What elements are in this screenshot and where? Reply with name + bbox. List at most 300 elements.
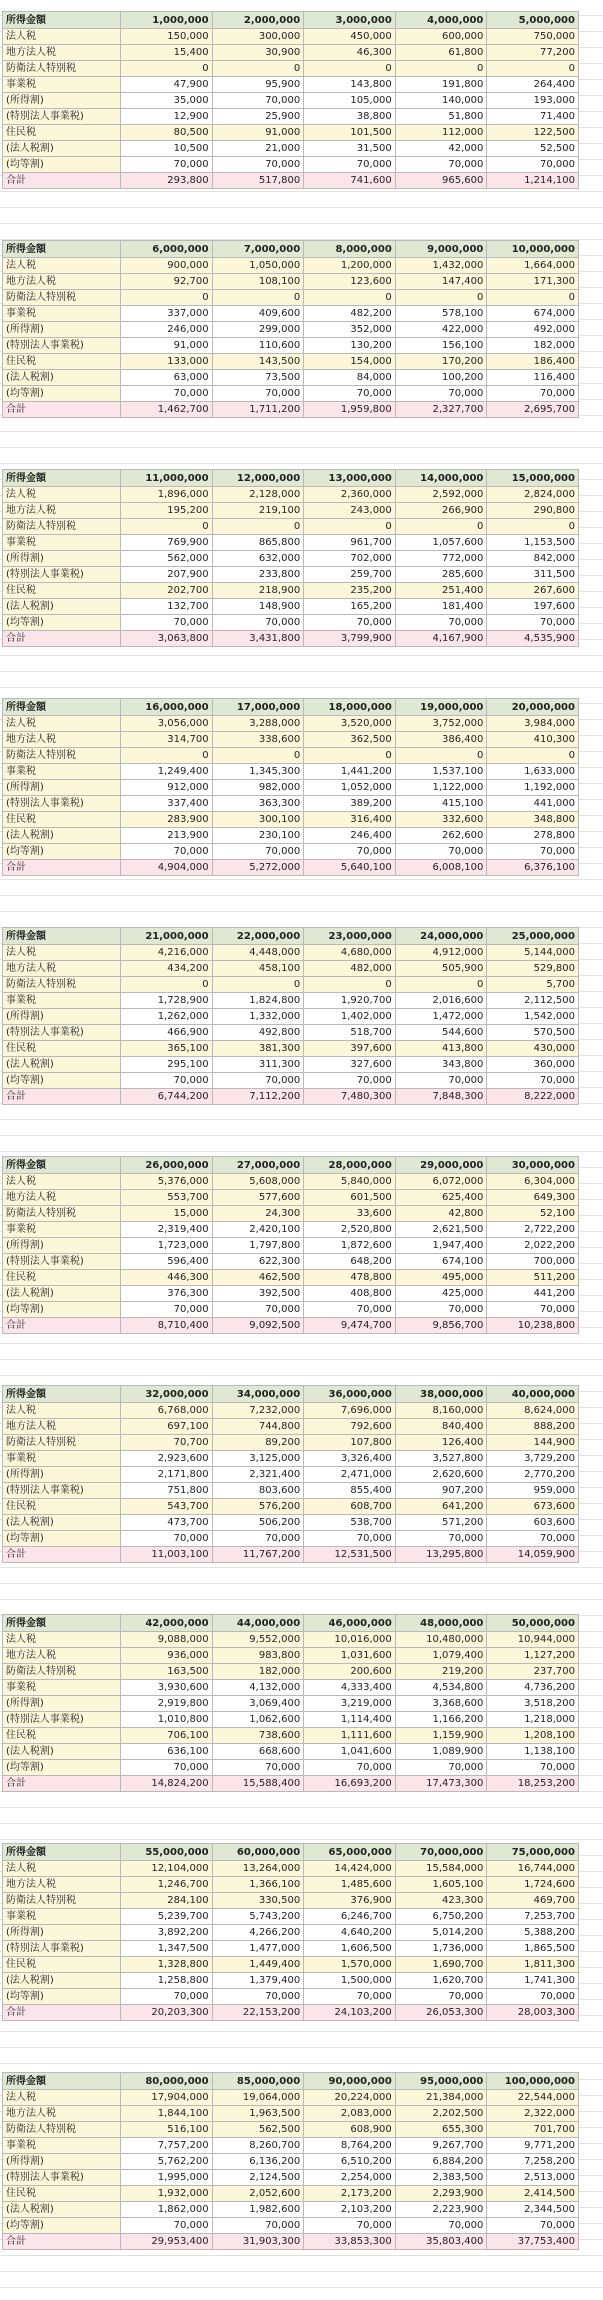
income-amount-cell[interactable]: 14,000,000 <box>395 470 487 487</box>
tax-amount-cell[interactable]: 625,400 <box>395 1190 487 1206</box>
tax-amount-cell[interactable]: 70,000 <box>121 386 213 402</box>
total-label[interactable]: 合計 <box>3 402 121 418</box>
income-amount-cell[interactable]: 8,000,000 <box>304 241 396 258</box>
tax-amount-cell[interactable]: 2,513,000 <box>487 2170 579 2186</box>
tax-amount-cell[interactable]: 511,200 <box>487 1270 579 1286</box>
tax-row-label[interactable]: 防衛法人特別税 <box>3 1206 121 1222</box>
tax-amount-cell[interactable]: 219,100 <box>212 503 304 519</box>
income-amount-cell[interactable]: 15,000,000 <box>487 470 579 487</box>
total-amount-cell[interactable]: 1,462,700 <box>121 402 213 418</box>
tax-amount-cell[interactable]: 376,900 <box>304 1893 396 1909</box>
tax-amount-cell[interactable]: 182,000 <box>212 1664 304 1680</box>
tax-amount-cell[interactable]: 70,000 <box>487 1302 579 1318</box>
tax-amount-cell[interactable]: 4,132,000 <box>212 1680 304 1696</box>
tax-row-label[interactable]: 住民税 <box>3 1728 121 1744</box>
tax-amount-cell[interactable]: 1,862,000 <box>121 2202 213 2218</box>
tax-amount-cell[interactable]: 237,700 <box>487 1664 579 1680</box>
tax-amount-cell[interactable]: 1,920,700 <box>304 993 396 1009</box>
income-amount-cell[interactable]: 36,000,000 <box>304 1386 396 1403</box>
tax-row-label[interactable]: 法人税 <box>3 1632 121 1648</box>
tax-amount-cell[interactable]: 2,173,200 <box>304 2186 396 2202</box>
income-amount-cell[interactable]: 13,000,000 <box>304 470 396 487</box>
tax-amount-cell[interactable]: 632,000 <box>212 551 304 567</box>
tax-amount-cell[interactable]: 70,000 <box>487 1531 579 1547</box>
tax-amount-cell[interactable]: 316,400 <box>304 812 396 828</box>
total-amount-cell[interactable]: 7,112,200 <box>212 1089 304 1105</box>
tax-amount-cell[interactable]: 195,200 <box>121 503 213 519</box>
tax-row-label[interactable]: (均等割) <box>3 615 121 631</box>
tax-amount-cell[interactable]: 1,664,000 <box>487 258 579 274</box>
total-amount-cell[interactable]: 12,531,500 <box>304 1547 396 1563</box>
tax-amount-cell[interactable]: 4,680,000 <box>304 945 396 961</box>
tax-amount-cell[interactable]: 482,000 <box>304 961 396 977</box>
tax-amount-cell[interactable]: 1,122,000 <box>395 780 487 796</box>
tax-amount-cell[interactable]: 1,041,600 <box>304 1744 396 1760</box>
tax-amount-cell[interactable]: 3,125,000 <box>212 1451 304 1467</box>
tax-amount-cell[interactable]: 982,000 <box>212 780 304 796</box>
tax-row-label[interactable]: 防衛法人特別税 <box>3 2122 121 2138</box>
tax-amount-cell[interactable]: 25,900 <box>212 109 304 125</box>
tax-row-label[interactable]: 事業税 <box>3 2138 121 2154</box>
tax-amount-cell[interactable]: 505,900 <box>395 961 487 977</box>
tax-amount-cell[interactable]: 2,124,500 <box>212 2170 304 2186</box>
income-header-label[interactable]: 所得金額 <box>3 1615 121 1632</box>
tax-amount-cell[interactable]: 700,000 <box>487 1254 579 1270</box>
tax-amount-cell[interactable]: 1,138,100 <box>487 1744 579 1760</box>
tax-amount-cell[interactable]: 70,000 <box>487 615 579 631</box>
income-amount-cell[interactable]: 70,000,000 <box>395 1844 487 1861</box>
tax-amount-cell[interactable]: 7,696,000 <box>304 1403 396 1419</box>
tax-amount-cell[interactable]: 70,000 <box>212 615 304 631</box>
tax-amount-cell[interactable]: 13,264,000 <box>212 1861 304 1877</box>
tax-row-label[interactable]: (均等割) <box>3 844 121 860</box>
tax-amount-cell[interactable]: 89,200 <box>212 1435 304 1451</box>
total-amount-cell[interactable]: 11,767,200 <box>212 1547 304 1563</box>
total-amount-cell[interactable]: 9,856,700 <box>395 1318 487 1334</box>
total-amount-cell[interactable]: 9,474,700 <box>304 1318 396 1334</box>
tax-amount-cell[interactable]: 278,800 <box>487 828 579 844</box>
tax-amount-cell[interactable]: 912,000 <box>121 780 213 796</box>
tax-amount-cell[interactable]: 61,800 <box>395 45 487 61</box>
tax-amount-cell[interactable]: 936,000 <box>121 1648 213 1664</box>
tax-amount-cell[interactable]: 1,570,000 <box>304 1957 396 1973</box>
tax-amount-cell[interactable]: 70,000 <box>212 1302 304 1318</box>
tax-amount-cell[interactable]: 0 <box>212 61 304 77</box>
tax-amount-cell[interactable]: 649,300 <box>487 1190 579 1206</box>
total-amount-cell[interactable]: 29,953,400 <box>121 2234 213 2250</box>
tax-amount-cell[interactable]: 197,600 <box>487 599 579 615</box>
tax-row-label[interactable]: (所得割) <box>3 93 121 109</box>
tax-amount-cell[interactable]: 2,592,000 <box>395 487 487 503</box>
tax-row-label[interactable]: (法人税割) <box>3 599 121 615</box>
tax-row-label[interactable]: 法人税 <box>3 945 121 961</box>
tax-amount-cell[interactable]: 600,000 <box>395 29 487 45</box>
tax-amount-cell[interactable]: 0 <box>487 519 579 535</box>
tax-amount-cell[interactable]: 5,700 <box>487 977 579 993</box>
income-header-label[interactable]: 所得金額 <box>3 241 121 258</box>
income-amount-cell[interactable]: 26,000,000 <box>121 1157 213 1174</box>
total-label[interactable]: 合計 <box>3 173 121 189</box>
tax-amount-cell[interactable]: 1,249,400 <box>121 764 213 780</box>
tax-row-label[interactable]: 法人税 <box>3 29 121 45</box>
income-amount-cell[interactable]: 29,000,000 <box>395 1157 487 1174</box>
tax-amount-cell[interactable]: 1,982,600 <box>212 2202 304 2218</box>
total-amount-cell[interactable]: 1,959,800 <box>304 402 396 418</box>
tax-amount-cell[interactable]: 553,700 <box>121 1190 213 1206</box>
tax-amount-cell[interactable]: 73,500 <box>212 370 304 386</box>
tax-amount-cell[interactable]: 52,100 <box>487 1206 579 1222</box>
tax-amount-cell[interactable]: 2,360,000 <box>304 487 396 503</box>
income-amount-cell[interactable]: 21,000,000 <box>121 928 213 945</box>
tax-amount-cell[interactable]: 1,724,600 <box>487 1877 579 1893</box>
tax-amount-cell[interactable]: 84,000 <box>304 370 396 386</box>
tax-amount-cell[interactable]: 70,000 <box>304 1989 396 2005</box>
tax-amount-cell[interactable]: 70,000 <box>487 157 579 173</box>
income-amount-cell[interactable]: 23,000,000 <box>304 928 396 945</box>
tax-amount-cell[interactable]: 4,216,000 <box>121 945 213 961</box>
tax-amount-cell[interactable]: 144,900 <box>487 1435 579 1451</box>
tax-amount-cell[interactable]: 0 <box>304 290 396 306</box>
tax-amount-cell[interactable]: 1,537,100 <box>395 764 487 780</box>
tax-amount-cell[interactable]: 70,000 <box>395 1073 487 1089</box>
income-amount-cell[interactable]: 3,000,000 <box>304 12 396 29</box>
tax-amount-cell[interactable]: 15,584,000 <box>395 1861 487 1877</box>
total-amount-cell[interactable]: 6,744,200 <box>121 1089 213 1105</box>
tax-amount-cell[interactable]: 10,016,000 <box>304 1632 396 1648</box>
tax-row-label[interactable]: 住民税 <box>3 2186 121 2202</box>
tax-amount-cell[interactable]: 701,700 <box>487 2122 579 2138</box>
tax-amount-cell[interactable]: 70,000 <box>395 1302 487 1318</box>
tax-row-label[interactable]: (均等割) <box>3 1302 121 1318</box>
tax-amount-cell[interactable]: 674,000 <box>487 306 579 322</box>
total-amount-cell[interactable]: 14,824,200 <box>121 1776 213 1792</box>
tax-amount-cell[interactable]: 0 <box>212 519 304 535</box>
income-amount-cell[interactable]: 30,000,000 <box>487 1157 579 1174</box>
tax-row-label[interactable]: (法人税割) <box>3 1973 121 1989</box>
tax-amount-cell[interactable]: 70,000 <box>304 157 396 173</box>
tax-amount-cell[interactable]: 0 <box>304 977 396 993</box>
tax-row-label[interactable]: 地方法人税 <box>3 503 121 519</box>
income-amount-cell[interactable]: 4,000,000 <box>395 12 487 29</box>
tax-amount-cell[interactable]: 1,153,500 <box>487 535 579 551</box>
tax-amount-cell[interactable]: 70,000 <box>487 1073 579 1089</box>
tax-amount-cell[interactable]: 10,500 <box>121 141 213 157</box>
tax-amount-cell[interactable]: 15,400 <box>121 45 213 61</box>
tax-amount-cell[interactable]: 6,304,000 <box>487 1174 579 1190</box>
tax-amount-cell[interactable]: 38,800 <box>304 109 396 125</box>
total-amount-cell[interactable]: 15,588,400 <box>212 1776 304 1792</box>
tax-amount-cell[interactable]: 70,000 <box>304 2218 396 2234</box>
tax-amount-cell[interactable]: 12,104,000 <box>121 1861 213 1877</box>
tax-amount-cell[interactable]: 577,600 <box>212 1190 304 1206</box>
total-amount-cell[interactable]: 1,711,200 <box>212 402 304 418</box>
tax-amount-cell[interactable]: 518,700 <box>304 1025 396 1041</box>
tax-row-label[interactable]: (法人税割) <box>3 141 121 157</box>
tax-amount-cell[interactable]: 126,400 <box>395 1435 487 1451</box>
tax-row-label[interactable]: 地方法人税 <box>3 1877 121 1893</box>
total-amount-cell[interactable]: 741,600 <box>304 173 396 189</box>
tax-amount-cell[interactable]: 0 <box>395 519 487 535</box>
tax-amount-cell[interactable]: 2,052,600 <box>212 2186 304 2202</box>
tax-amount-cell[interactable]: 31,500 <box>304 141 396 157</box>
tax-amount-cell[interactable]: 2,520,800 <box>304 1222 396 1238</box>
tax-amount-cell[interactable]: 446,300 <box>121 1270 213 1286</box>
tax-amount-cell[interactable]: 2,322,000 <box>487 2106 579 2122</box>
tax-amount-cell[interactable]: 330,500 <box>212 1893 304 1909</box>
tax-amount-cell[interactable]: 77,200 <box>487 45 579 61</box>
income-amount-cell[interactable]: 48,000,000 <box>395 1615 487 1632</box>
tax-amount-cell[interactable]: 154,000 <box>304 354 396 370</box>
tax-row-label[interactable]: 住民税 <box>3 1270 121 1286</box>
tax-amount-cell[interactable]: 1,262,000 <box>121 1009 213 1025</box>
tax-amount-cell[interactable]: 392,500 <box>212 1286 304 1302</box>
tax-amount-cell[interactable]: 2,919,800 <box>121 1696 213 1712</box>
income-amount-cell[interactable]: 24,000,000 <box>395 928 487 945</box>
income-amount-cell[interactable]: 46,000,000 <box>304 1615 396 1632</box>
tax-amount-cell[interactable]: 1,366,100 <box>212 1877 304 1893</box>
tax-amount-cell[interactable]: 1,079,400 <box>395 1648 487 1664</box>
tax-amount-cell[interactable]: 478,800 <box>304 1270 396 1286</box>
tax-amount-cell[interactable]: 1,542,000 <box>487 1009 579 1025</box>
tax-amount-cell[interactable]: 1,606,500 <box>304 1941 396 1957</box>
tax-amount-cell[interactable]: 338,600 <box>212 732 304 748</box>
tax-amount-cell[interactable]: 473,700 <box>121 1515 213 1531</box>
tax-amount-cell[interactable]: 80,500 <box>121 125 213 141</box>
income-amount-cell[interactable]: 12,000,000 <box>212 470 304 487</box>
tax-amount-cell[interactable]: 2,254,000 <box>304 2170 396 2186</box>
total-amount-cell[interactable]: 2,327,700 <box>395 402 487 418</box>
tax-amount-cell[interactable]: 1,441,200 <box>304 764 396 780</box>
tax-amount-cell[interactable]: 397,600 <box>304 1041 396 1057</box>
tax-amount-cell[interactable]: 7,258,200 <box>487 2154 579 2170</box>
tax-amount-cell[interactable]: 0 <box>487 748 579 764</box>
tax-amount-cell[interactable]: 243,000 <box>304 503 396 519</box>
tax-row-label[interactable]: 地方法人税 <box>3 1419 121 1435</box>
tax-amount-cell[interactable]: 290,800 <box>487 503 579 519</box>
tax-row-label[interactable]: (均等割) <box>3 1760 121 1776</box>
tax-amount-cell[interactable]: 0 <box>395 61 487 77</box>
tax-row-label[interactable]: 事業税 <box>3 993 121 1009</box>
tax-row-label[interactable]: 防衛法人特別税 <box>3 61 121 77</box>
tax-amount-cell[interactable]: 3,930,600 <box>121 1680 213 1696</box>
tax-row-label[interactable]: 事業税 <box>3 1909 121 1925</box>
tax-amount-cell[interactable]: 6,510,200 <box>304 2154 396 2170</box>
tax-amount-cell[interactable]: 2,319,400 <box>121 1222 213 1238</box>
tax-amount-cell[interactable]: 70,000 <box>121 1531 213 1547</box>
tax-amount-cell[interactable]: 409,600 <box>212 306 304 322</box>
tax-amount-cell[interactable]: 492,800 <box>212 1025 304 1041</box>
tax-amount-cell[interactable]: 482,200 <box>304 306 396 322</box>
tax-row-label[interactable]: (法人税割) <box>3 828 121 844</box>
tax-amount-cell[interactable]: 2,171,800 <box>121 1467 213 1483</box>
tax-row-label[interactable]: 地方法人税 <box>3 1648 121 1664</box>
total-amount-cell[interactable]: 8,222,000 <box>487 1089 579 1105</box>
tax-amount-cell[interactable]: 3,984,000 <box>487 716 579 732</box>
tax-amount-cell[interactable]: 3,518,200 <box>487 1696 579 1712</box>
income-amount-cell[interactable]: 95,000,000 <box>395 2073 487 2090</box>
tax-row-label[interactable]: (所得割) <box>3 1925 121 1941</box>
tax-amount-cell[interactable]: 70,000 <box>212 1760 304 1776</box>
tax-amount-cell[interactable]: 1,114,400 <box>304 1712 396 1728</box>
tax-row-label[interactable]: 住民税 <box>3 1499 121 1515</box>
total-amount-cell[interactable]: 5,640,100 <box>304 860 396 876</box>
total-amount-cell[interactable]: 7,480,300 <box>304 1089 396 1105</box>
tax-amount-cell[interactable]: 19,064,000 <box>212 2090 304 2106</box>
tax-amount-cell[interactable]: 150,000 <box>121 29 213 45</box>
tax-amount-cell[interactable]: 1,741,300 <box>487 1973 579 1989</box>
tax-amount-cell[interactable]: 1,995,000 <box>121 2170 213 2186</box>
tax-row-label[interactable]: 法人税 <box>3 2090 121 2106</box>
tax-amount-cell[interactable]: 1,633,000 <box>487 764 579 780</box>
income-amount-cell[interactable]: 32,000,000 <box>121 1386 213 1403</box>
tax-row-label[interactable]: 防衛法人特別税 <box>3 1664 121 1680</box>
tax-row-label[interactable]: (所得割) <box>3 1009 121 1025</box>
tax-amount-cell[interactable]: 1,379,400 <box>212 1973 304 1989</box>
tax-amount-cell[interactable]: 376,300 <box>121 1286 213 1302</box>
tax-amount-cell[interactable]: 495,000 <box>395 1270 487 1286</box>
tax-amount-cell[interactable]: 105,000 <box>304 93 396 109</box>
tax-amount-cell[interactable]: 1,089,900 <box>395 1744 487 1760</box>
tax-amount-cell[interactable]: 865,800 <box>212 535 304 551</box>
tax-amount-cell[interactable]: 4,448,000 <box>212 945 304 961</box>
tax-amount-cell[interactable]: 70,000 <box>487 1760 579 1776</box>
tax-amount-cell[interactable]: 300,100 <box>212 812 304 828</box>
income-amount-cell[interactable]: 25,000,000 <box>487 928 579 945</box>
tax-amount-cell[interactable]: 410,300 <box>487 732 579 748</box>
total-amount-cell[interactable]: 2,695,700 <box>487 402 579 418</box>
tax-amount-cell[interactable]: 1,811,300 <box>487 1957 579 1973</box>
tax-amount-cell[interactable]: 21,384,000 <box>395 2090 487 2106</box>
tax-row-label[interactable]: 法人税 <box>3 487 121 503</box>
tax-amount-cell[interactable]: 2,621,500 <box>395 1222 487 1238</box>
tax-amount-cell[interactable]: 4,534,800 <box>395 1680 487 1696</box>
tax-amount-cell[interactable]: 2,022,200 <box>487 1238 579 1254</box>
income-amount-cell[interactable]: 20,000,000 <box>487 699 579 716</box>
tax-amount-cell[interactable]: 702,000 <box>304 551 396 567</box>
tax-amount-cell[interactable]: 3,527,800 <box>395 1451 487 1467</box>
tax-amount-cell[interactable]: 674,100 <box>395 1254 487 1270</box>
tax-row-label[interactable]: 防衛法人特別税 <box>3 748 121 764</box>
tax-amount-cell[interactable]: 285,600 <box>395 567 487 583</box>
tax-amount-cell[interactable]: 70,000 <box>212 1073 304 1089</box>
tax-amount-cell[interactable]: 750,000 <box>487 29 579 45</box>
tax-amount-cell[interactable]: 130,200 <box>304 338 396 354</box>
tax-amount-cell[interactable]: 543,700 <box>121 1499 213 1515</box>
tax-amount-cell[interactable]: 6,136,200 <box>212 2154 304 2170</box>
tax-amount-cell[interactable]: 148,900 <box>212 599 304 615</box>
tax-row-label[interactable]: 法人税 <box>3 1174 121 1190</box>
tax-amount-cell[interactable]: 12,900 <box>121 109 213 125</box>
tax-amount-cell[interactable]: 95,900 <box>212 77 304 93</box>
tax-row-label[interactable]: (法人税割) <box>3 370 121 386</box>
tax-amount-cell[interactable]: 70,000 <box>212 1531 304 1547</box>
income-amount-cell[interactable]: 65,000,000 <box>304 1844 396 1861</box>
tax-amount-cell[interactable]: 70,000 <box>395 844 487 860</box>
income-amount-cell[interactable]: 1,000,000 <box>121 12 213 29</box>
tax-amount-cell[interactable]: 0 <box>121 977 213 993</box>
tax-amount-cell[interactable]: 0 <box>487 290 579 306</box>
tax-row-label[interactable]: 事業税 <box>3 1451 121 1467</box>
tax-amount-cell[interactable]: 1,159,900 <box>395 1728 487 1744</box>
tax-row-label[interactable]: (法人税割) <box>3 1057 121 1073</box>
tax-amount-cell[interactable]: 70,000 <box>212 93 304 109</box>
tax-amount-cell[interactable]: 6,246,700 <box>304 1909 396 1925</box>
total-amount-cell[interactable]: 17,473,300 <box>395 1776 487 1792</box>
tax-amount-cell[interactable]: 462,500 <box>212 1270 304 1286</box>
tax-amount-cell[interactable]: 181,400 <box>395 599 487 615</box>
tax-amount-cell[interactable]: 91,000 <box>121 338 213 354</box>
tax-amount-cell[interactable]: 0 <box>212 977 304 993</box>
tax-amount-cell[interactable]: 4,266,200 <box>212 1925 304 1941</box>
tax-amount-cell[interactable]: 1,192,000 <box>487 780 579 796</box>
tax-amount-cell[interactable]: 10,480,000 <box>395 1632 487 1648</box>
tax-amount-cell[interactable]: 1,332,000 <box>212 1009 304 1025</box>
tax-amount-cell[interactable]: 70,000 <box>212 1989 304 2005</box>
tax-amount-cell[interactable]: 1,432,000 <box>395 258 487 274</box>
tax-amount-cell[interactable]: 655,300 <box>395 2122 487 2138</box>
tax-amount-cell[interactable]: 0 <box>121 519 213 535</box>
tax-amount-cell[interactable]: 608,900 <box>304 2122 396 2138</box>
tax-amount-cell[interactable]: 163,500 <box>121 1664 213 1680</box>
income-amount-cell[interactable]: 38,000,000 <box>395 1386 487 1403</box>
tax-amount-cell[interactable]: 283,900 <box>121 812 213 828</box>
tax-amount-cell[interactable]: 70,000 <box>304 1073 396 1089</box>
total-label[interactable]: 合計 <box>3 1547 121 1563</box>
tax-amount-cell[interactable]: 15,000 <box>121 1206 213 1222</box>
tax-amount-cell[interactable]: 110,600 <box>212 338 304 354</box>
tax-amount-cell[interactable]: 2,414,500 <box>487 2186 579 2202</box>
tax-row-label[interactable]: (特別法人事業税) <box>3 2170 121 2186</box>
tax-amount-cell[interactable]: 70,000 <box>121 2218 213 2234</box>
tax-row-label[interactable]: (均等割) <box>3 386 121 402</box>
tax-amount-cell[interactable]: 596,400 <box>121 1254 213 1270</box>
tax-amount-cell[interactable]: 20,224,000 <box>304 2090 396 2106</box>
tax-amount-cell[interactable]: 101,500 <box>304 125 396 141</box>
tax-amount-cell[interactable]: 1,449,400 <box>212 1957 304 1973</box>
tax-row-label[interactable]: 事業税 <box>3 1680 121 1696</box>
tax-amount-cell[interactable]: 0 <box>395 977 487 993</box>
tax-amount-cell[interactable]: 70,000 <box>395 1531 487 1547</box>
income-amount-cell[interactable]: 7,000,000 <box>212 241 304 258</box>
tax-amount-cell[interactable]: 8,764,200 <box>304 2138 396 2154</box>
tax-row-label[interactable]: 地方法人税 <box>3 1190 121 1206</box>
tax-amount-cell[interactable]: 363,300 <box>212 796 304 812</box>
tax-amount-cell[interactable]: 648,200 <box>304 1254 396 1270</box>
tax-row-label[interactable]: 法人税 <box>3 258 121 274</box>
total-amount-cell[interactable]: 24,103,200 <box>304 2005 396 2021</box>
tax-amount-cell[interactable]: 51,800 <box>395 109 487 125</box>
tax-amount-cell[interactable]: 888,200 <box>487 1419 579 1435</box>
tax-row-label[interactable]: 防衛法人特別税 <box>3 1435 121 1451</box>
tax-amount-cell[interactable]: 24,300 <box>212 1206 304 1222</box>
tax-amount-cell[interactable]: 207,900 <box>121 567 213 583</box>
total-amount-cell[interactable]: 35,803,400 <box>395 2234 487 2250</box>
income-amount-cell[interactable]: 27,000,000 <box>212 1157 304 1174</box>
tax-amount-cell[interactable]: 562,500 <box>212 2122 304 2138</box>
tax-amount-cell[interactable]: 441,000 <box>487 796 579 812</box>
tax-row-label[interactable]: 住民税 <box>3 354 121 370</box>
tax-amount-cell[interactable]: 140,000 <box>395 93 487 109</box>
tax-amount-cell[interactable]: 116,400 <box>487 370 579 386</box>
tax-amount-cell[interactable]: 0 <box>304 748 396 764</box>
tax-amount-cell[interactable]: 182,000 <box>487 338 579 354</box>
tax-amount-cell[interactable]: 5,239,700 <box>121 1909 213 1925</box>
income-amount-cell[interactable]: 60,000,000 <box>212 1844 304 1861</box>
tax-amount-cell[interactable]: 9,267,700 <box>395 2138 487 2154</box>
tax-amount-cell[interactable]: 1,872,600 <box>304 1238 396 1254</box>
tax-amount-cell[interactable]: 842,000 <box>487 551 579 567</box>
total-amount-cell[interactable]: 13,295,800 <box>395 1547 487 1563</box>
